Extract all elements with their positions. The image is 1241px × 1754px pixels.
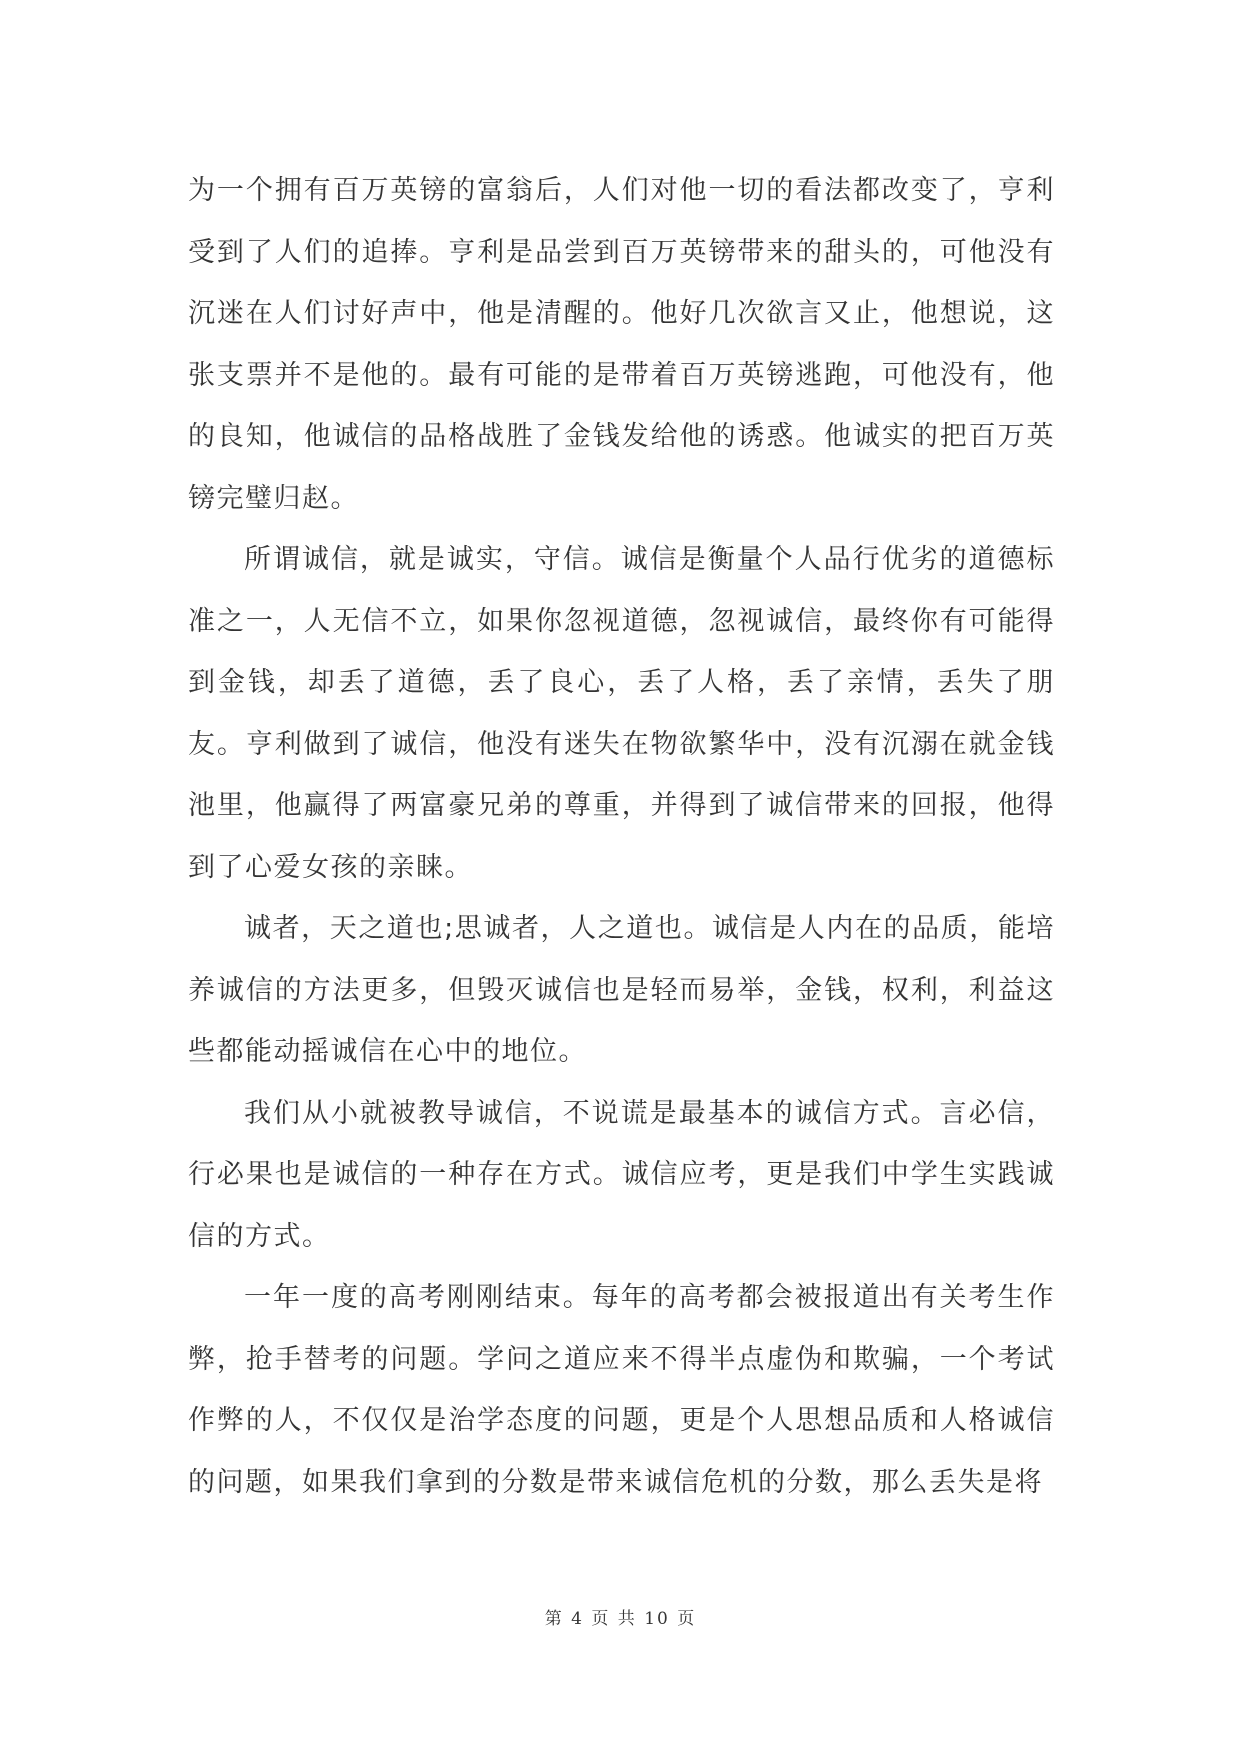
paragraph-2: 所谓诚信，就是诚实，守信。诚信是衡量个人品行优劣的道德标准之一，人无信不立，如果你忽视道德，忽视诚信，最终你有可能得到金钱，却丢了道德，丢了良心，丢了人格，丢了亲情，丢失了朋友。亨利做到了诚信，他没有迷失在物欲繁华中，没有沉溺在就金钱池里，他赢得了两富豪兄弟的尊重，并得到了诚信带来的回报，他得到了心爱女孩的亲睐。 xyxy=(188,544,1055,883)
page-number-footer: 第 4 页 共 10 页 xyxy=(544,1609,697,1629)
paragraph-3: 诚者，天之道也;思诚者，人之道也。诚信是人内在的品质，能培养诚信的方法更多，但毁灭诚信也是轻而易举，金钱，权利，利益这些都能动摇诚信在心中的地位。 xyxy=(188,913,1055,1067)
paragraph-5: 一年一度的高考刚刚结束。每年的高考都会被报道出有关考生作弊，抢手替考的问题。学问之道应来不得半点虚伪和欺骗，一个考试作弊的人，不仅仅是治学态度的问题，更是个人思想品质和人格诚信的问题，如果我们拿到的分数是带来诚信危机的分数，那么丢失是将 xyxy=(188,1282,1055,1498)
document-body xyxy=(188,160,1055,1513)
paragraph-1: 为一个拥有百万英镑的富翁后，人们对他一切的看法都改变了，亨利受到了人们的追捧。亨利是品尝到百万英镑带来的甜头的，可他没有沉迷在人们讨好声中，他是清醒的。他好几次欲言又止，他想说，这张支票并不是他的。最有可能的是带着百万英镑逃跑，可他没有，他的良知，他诚信的品格战胜了金钱发给他的诱惑。他诚实的把百万英镑完璧归赵。 xyxy=(188,175,1055,514)
paragraph-4: 我们从小就被教导诚信，不说谎是最基本的诚信方式。言必信，行必果也是诚信的一种存在方式。诚信应考，更是我们中学生实践诚信的方式。 xyxy=(188,1097,1055,1252)
